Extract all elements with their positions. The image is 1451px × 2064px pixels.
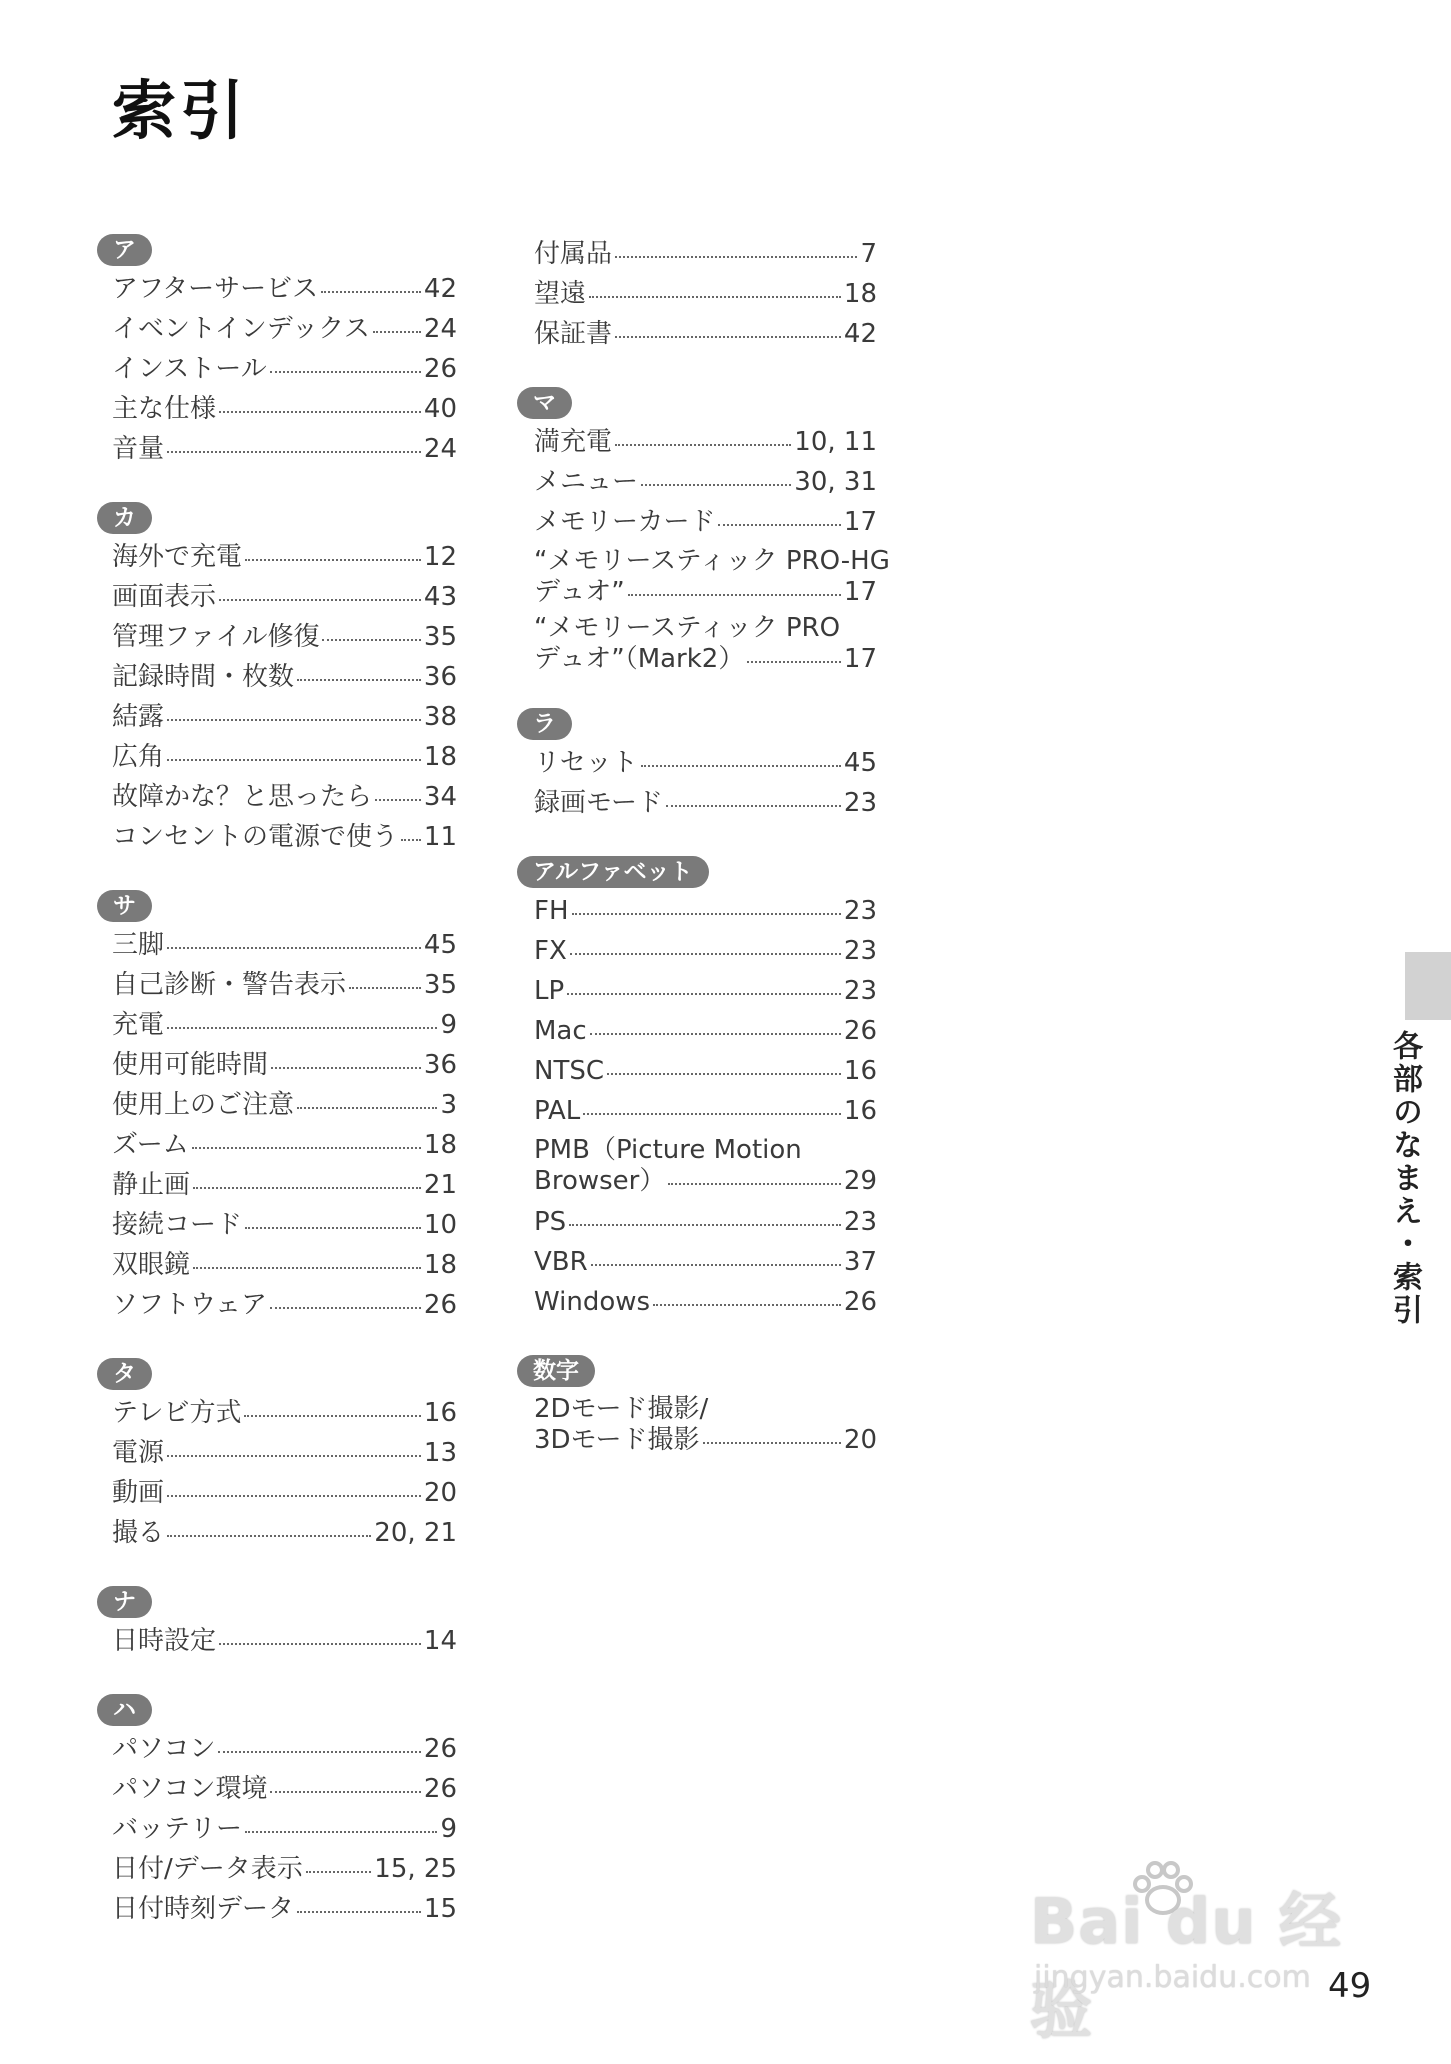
dot-leader [219,1643,421,1645]
dot-leader [271,1067,421,1069]
index-entry [112,349,457,389]
dot-leader [245,559,421,561]
entry-page: 34 [423,782,457,812]
entry-page: 17 [843,577,877,607]
index-entry [112,657,457,697]
dot-leader [718,524,840,526]
entry-term: 音量 [112,434,165,464]
index-entry-multiline [534,613,877,675]
entry-term: 充電 [112,1010,165,1040]
entry-page: 23 [843,976,877,1006]
entry-page: 18 [423,1250,457,1280]
entry-page: 45 [843,748,877,778]
index-entry [112,1393,457,1433]
dot-leader [607,1073,841,1075]
watermark-brand: Bai du 经验 [1030,1885,1343,2047]
entry-page: 26 [423,354,457,384]
entry-term: 管理ファイル修復 [112,622,320,652]
dot-leader [270,1307,421,1309]
entry-term-line2: デュオ”（Mark2） [534,644,745,674]
section-heading: タ [97,1358,152,1390]
dot-leader [297,1107,437,1109]
dot-leader [591,1264,841,1266]
index-entry [112,817,457,857]
index-entry [112,1125,457,1165]
index-entry [534,1202,877,1242]
dot-leader [167,451,421,453]
entry-page: 23 [843,788,877,818]
dot-leader [570,953,841,955]
entry-term: 動画 [112,1478,165,1508]
entry-term: 満充電 [534,427,613,457]
entry-page: 13 [423,1438,457,1468]
entry-term: 電源 [112,1438,165,1468]
entry-page: 10, 11 [794,427,877,457]
entry-page: 30, 31 [794,467,877,497]
watermark-url: jingyan.baidu.com [1034,1960,1311,1995]
dot-leader [193,1267,421,1269]
index-entry [112,737,457,777]
entry-page: 10 [423,1210,457,1240]
index-entry [112,777,457,817]
entry-page: 15, 25 [374,1854,457,1884]
entry-term-line2-row [534,1425,877,1456]
entry-term: 接続コード [112,1210,243,1240]
index-entry [112,429,457,469]
index-entry [534,931,877,971]
index-entry-multiline [534,1135,877,1197]
entry-term: 結露 [112,702,165,732]
page-title: 索引 [112,75,248,149]
entry-term: 広角 [112,742,165,772]
entry-term: パソコン環境 [112,1774,268,1804]
entry-page: 9 [440,1010,457,1040]
dot-leader [297,1911,421,1913]
entry-term-line2-row [534,577,877,608]
entry-term: リセット [534,748,638,778]
index-entry [112,1889,457,1929]
dot-leader [569,1224,841,1226]
entry-page: 23 [843,1207,877,1237]
index-section-ka [97,502,457,857]
entry-page: 26 [843,1287,877,1317]
index-entry [112,269,457,309]
entry-page: 36 [423,1050,457,1080]
index-entry [112,965,457,1005]
index-entry [534,891,877,931]
entry-page: 45 [423,930,457,960]
entry-page: 21 [423,1170,457,1200]
entry-term: メニュー [534,467,639,497]
section-heading: サ [97,890,152,922]
index-entry [112,1045,457,1085]
entry-term: 画面表示 [112,582,217,612]
index-entry [534,422,877,462]
entry-term: 双眼鏡 [112,1250,191,1280]
index-entry [112,1729,457,1769]
index-section-sa [97,890,457,1325]
entry-term: NTSC [534,1056,604,1086]
entry-page: 18 [423,742,457,772]
dot-leader [322,639,420,641]
entry-page: 29 [843,1166,877,1196]
index-entry [112,1165,457,1205]
entry-term: 使用可能時間 [112,1050,269,1080]
dot-leader [641,484,791,486]
dot-leader [167,947,421,949]
index-section-na [97,1586,457,1661]
section-heading: ア [97,234,152,266]
dot-leader [193,1187,421,1189]
section-heading: ナ [97,1586,152,1618]
dot-leader [219,599,421,601]
entry-term: バッテリー [112,1814,243,1844]
entry-term: テレビ方式 [112,1398,242,1428]
index-entry [112,617,457,657]
entry-term: 付属品 [534,239,613,269]
section-heading: 数字 [517,1355,595,1387]
entry-page: 38 [423,702,457,732]
index-entry-multiline [534,1394,877,1456]
entry-page: 17 [843,644,877,674]
index-entry [112,389,457,429]
index-section-ha [97,1694,457,1929]
entry-term: Windows [534,1287,651,1317]
index-entry [534,1011,877,1051]
entry-term: アフターサービス [112,274,319,304]
entry-term: イベントインデックス [112,314,370,344]
entry-page: 11 [423,822,457,852]
entry-term: 保証書 [534,319,613,349]
dot-leader [244,1415,420,1417]
entry-term: PS [534,1207,567,1237]
index-entry [112,1849,457,1889]
dot-leader [167,1495,421,1497]
dot-leader [297,679,421,681]
index-entry [112,1513,457,1553]
entry-page: 20, 21 [374,1518,457,1548]
index-section-ha-continued [517,234,877,354]
dot-leader [321,291,421,293]
entry-page: 7 [860,239,877,269]
entry-page: 18 [423,1130,457,1160]
entry-term: 録画モード [534,788,663,818]
entry-term: コンセントの電源で使う [112,822,399,852]
dot-leader [306,1871,372,1873]
entry-page: 16 [423,1398,457,1428]
index-entry [112,925,457,965]
index-section-numbers [517,1355,877,1456]
index-entry [534,1282,877,1322]
dot-leader [589,296,841,298]
index-entry [112,1473,457,1513]
entry-term: 日時設定 [112,1626,217,1656]
section-heading: アルファベット [517,856,709,888]
entry-term: 海外で充電 [112,542,243,572]
entry-term-line2: 3Dモード撮影 [534,1425,700,1455]
entry-term: FX [534,936,567,966]
dot-leader [167,1455,421,1457]
entry-page: 26 [423,1774,457,1804]
dot-leader [373,331,421,333]
index-section-ra [517,708,877,823]
index-entry [112,1285,457,1325]
index-section-a [97,234,457,469]
entry-term: 日付/データ表示 [112,1854,303,1884]
index-entry [534,1091,877,1131]
dot-leader [167,719,421,721]
entry-term: PAL [534,1096,581,1126]
index-entry [112,1205,457,1245]
dot-leader [245,1831,437,1833]
entry-page: 26 [423,1734,457,1764]
index-entry [534,502,877,542]
index-entry [534,971,877,1011]
dot-leader [567,993,841,995]
dot-leader [628,594,841,596]
dot-leader [167,1535,371,1537]
entry-page: 12 [423,542,457,572]
entry-term: Mac [534,1016,587,1046]
entry-page: 36 [423,662,457,692]
entry-term-line1: “メモリースティック PRO [534,613,841,643]
entry-term: 故障かな？と思ったら [112,782,373,812]
index-entry [112,1809,457,1849]
entry-page: 18 [843,279,877,309]
entry-term: 望遠 [534,279,587,309]
entry-page: 35 [423,622,457,652]
entry-page: 24 [423,434,457,464]
dot-leader [245,1227,421,1229]
dot-leader [270,1791,420,1793]
entry-page: 3 [440,1090,457,1120]
dot-leader [703,1442,841,1444]
dot-leader [167,759,421,761]
dot-leader [653,1304,841,1306]
entry-page: 17 [843,507,877,537]
index-entry [534,274,877,314]
dot-leader [583,1113,841,1115]
entry-term: 三脚 [112,930,165,960]
entry-term-line2: デュオ” [534,577,625,607]
index-entry [534,783,877,823]
entry-term-line1: PMB（Picture Motion [534,1135,802,1165]
dot-leader [668,1183,841,1185]
entry-term: 自己診断・警告表示 [112,970,347,1000]
section-heading: ハ [97,1694,152,1726]
entry-page: 35 [423,970,457,1000]
entry-term: メモリーカード [534,507,716,537]
dot-leader [270,371,421,373]
entry-term-line1: 2Dモード撮影/ [534,1394,709,1424]
entry-term: VBR [534,1247,588,1277]
entry-term-line2-row [534,644,877,675]
dot-leader [747,661,841,663]
index-section-ta [97,1358,457,1553]
dot-leader [615,256,857,258]
entry-page: 42 [423,274,457,304]
entry-page: 20 [843,1425,877,1455]
section-heading: マ [517,387,572,419]
index-entry [534,234,877,274]
index-entry [534,314,877,354]
dot-leader [192,1147,421,1149]
dot-leader [590,1033,841,1035]
entry-term: FH [534,896,569,926]
entry-term: ソフトウェア [112,1290,267,1320]
entry-page: 9 [440,1814,457,1844]
index-entry [112,1433,457,1473]
entry-term: LP [534,976,565,1006]
entry-page: 16 [843,1096,877,1126]
index-entry [112,1621,457,1661]
index-column-left [97,234,457,1962]
chapter-tab-label: 各部のなまえ・索引 [1387,1030,1422,1327]
index-entry [112,1769,457,1809]
entry-term: 静止画 [112,1170,191,1200]
index-entry [112,577,457,617]
index-entry-multiline [534,546,890,608]
entry-page: 26 [843,1016,877,1046]
index-entry [534,1242,877,1282]
entry-term: 主な仕様 [112,394,217,424]
dot-leader [375,799,421,801]
entry-page: 40 [423,394,457,424]
dot-leader [218,1751,420,1753]
index-entry [534,462,877,502]
section-heading: ラ [517,708,572,740]
entry-page: 26 [423,1290,457,1320]
dot-leader [572,913,841,915]
entry-page: 14 [423,1626,457,1656]
entry-term: 記録時間・枚数 [112,662,295,692]
index-column-right [517,234,890,1489]
entry-page: 37 [843,1247,877,1277]
entry-term-line2: Browser） [534,1166,666,1196]
entry-page: 43 [423,582,457,612]
index-section-ma [517,387,890,675]
entry-page: 42 [843,319,877,349]
entry-term: ズーム [112,1130,189,1160]
baidu-watermark [1030,1860,1360,2047]
dot-leader [219,411,421,413]
entry-term: インストール [112,354,267,384]
dot-leader [349,987,421,989]
entry-page: 15 [423,1894,457,1924]
entry-term: 使用上のご注意 [112,1090,295,1120]
entry-term: 日付時刻データ [112,1894,295,1924]
entry-term: パソコン [112,1734,216,1764]
dot-leader [401,839,421,841]
index-entry [112,1085,457,1125]
entry-page: 23 [843,936,877,966]
index-entry [112,309,457,349]
entry-term-line2-row [534,1166,877,1197]
index-entry [534,1051,877,1091]
entry-page: 24 [423,314,457,344]
index-entry [534,743,877,783]
entry-page: 16 [843,1056,877,1086]
entry-page: 23 [843,896,877,926]
section-heading: カ [97,502,152,534]
entry-page: 20 [423,1478,457,1508]
index-entry [112,697,457,737]
page-number: 49 [1328,1966,1372,2006]
entry-term-line1: “メモリースティック PRO-HG [534,546,890,576]
dot-leader [641,765,841,767]
dot-leader [615,336,841,338]
index-entry [112,537,457,577]
index-entry [112,1005,457,1045]
index-entry [112,1245,457,1285]
dot-leader [615,444,791,446]
entry-term: 撮る [112,1518,165,1548]
dot-leader [167,1027,437,1029]
dot-leader [666,805,841,807]
index-section-alphabet [517,856,877,1322]
chapter-tab-marker [1405,952,1451,1020]
